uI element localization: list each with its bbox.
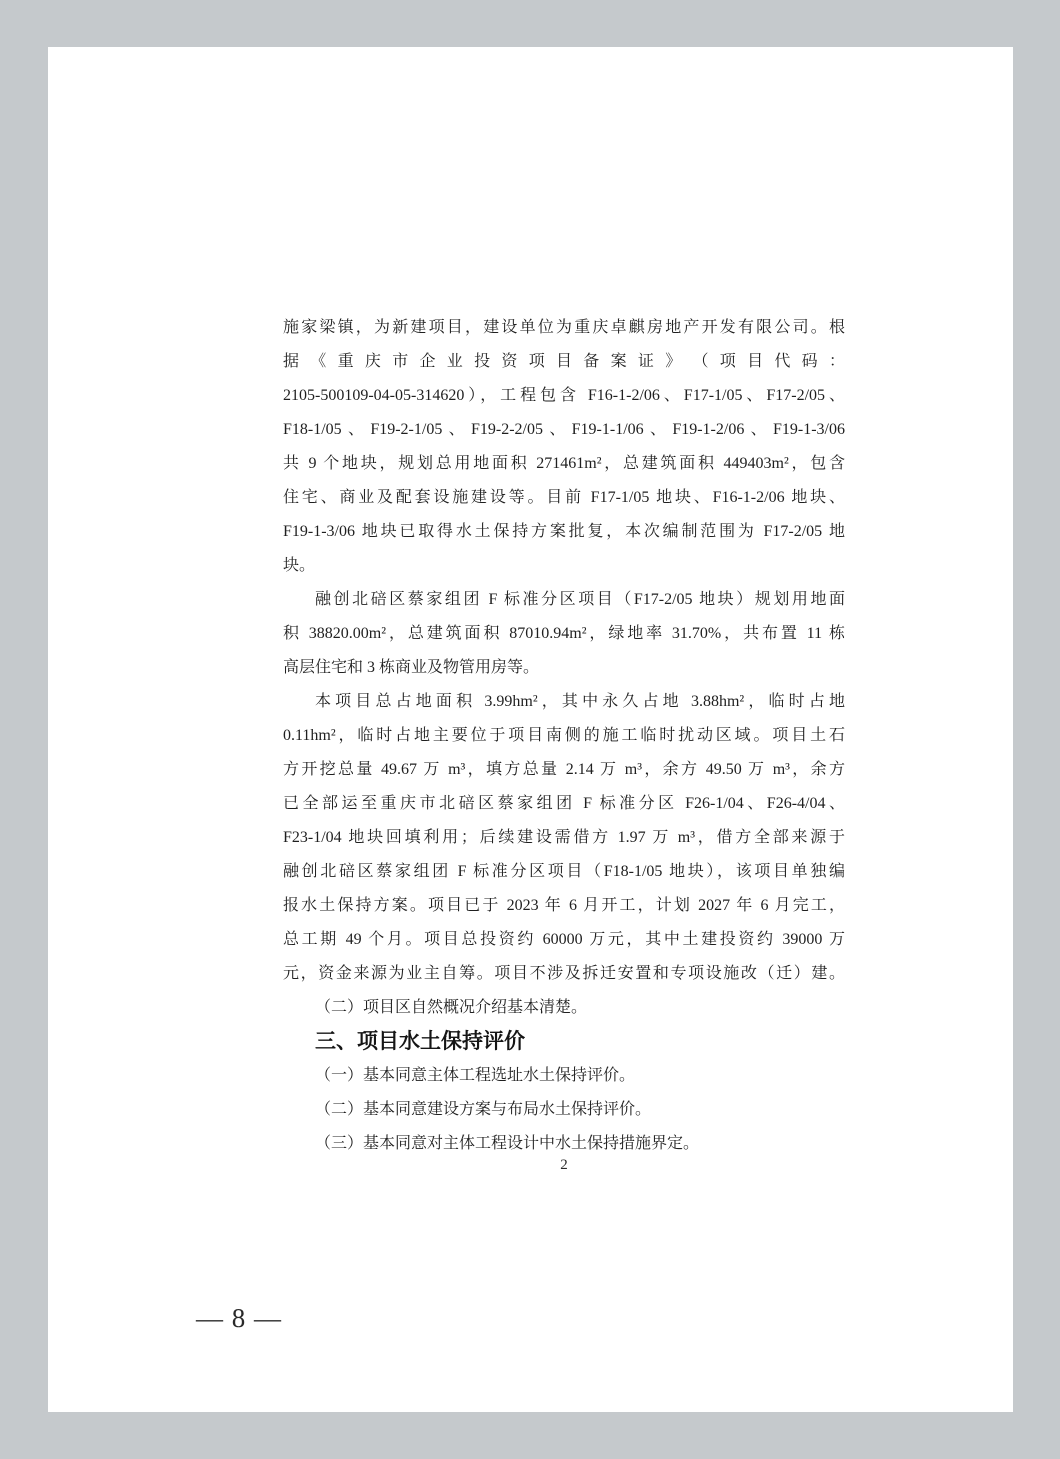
text-line: 本项目总占地面积 3.99hm²，其中永久占地 3.88hm²，临时占地 bbox=[315, 693, 845, 710]
text-line: 施家梁镇，为新建项目，建设单位为重庆卓麒房地产开发有限公司。根 bbox=[283, 319, 845, 336]
text-line: 0.11hm²，临时占地主要位于项目南侧的施工临时扰动区域。项目土石 bbox=[283, 727, 845, 744]
text-line: F19-1-3/06 地块已取得水土保持方案批复，本次编制范围为 F17-2/05 地 bbox=[283, 523, 845, 540]
text-line: F23-1/04 地块回填利用；后续建设需借方 1.97 万 m³，借方全部来源于 bbox=[283, 829, 845, 846]
text-line: 共 9 个地块，规划总用地面积 271461m²，总建筑面积 449403m²，包含 bbox=[283, 455, 845, 472]
text-line: 已全部运至重庆市北碚区蔡家组团 F 标准分区 F26-1/04、F26-4/04、 bbox=[283, 795, 845, 812]
paragraph-plot-f17-2-05-overview bbox=[283, 583, 845, 685]
text-line: 住宅、商业及配套设施建设等。目前 F17-1/05 地块、F16-1-2/06 地块、 bbox=[283, 489, 845, 506]
paragraph-project-overview-continued bbox=[283, 311, 845, 583]
text-line: 总工期 49 个月。项目总投资约 60000 万元，其中土建投资约 39000 万 bbox=[283, 931, 845, 948]
text-line: 块。 bbox=[283, 557, 316, 574]
text-line: 2105-500109-04-05-314620），工程包含 F16-1-2/06、F17-1/05、F17-2/05、 bbox=[283, 387, 845, 404]
inner-page-number: 2 bbox=[560, 1157, 568, 1173]
item-site-selection-evaluation bbox=[283, 1059, 845, 1093]
text-line: 方开挖总量 49.67 万 m³，填方总量 2.14 万 m³，余方 49.50 万 m³，余方 bbox=[283, 761, 845, 778]
text-line: 元，资金来源为业主自筹。项目不涉及拆迁安置和专项设施改（迁）建。 bbox=[283, 965, 845, 982]
document-page bbox=[48, 47, 1013, 1412]
text-line: 融创北碚区蔡家组团 F 标准分区项目（F18-1/05 地块），该项目单独编 bbox=[283, 863, 845, 880]
document-body bbox=[283, 311, 845, 1161]
text-line: 高层住宅和 3 栋商业及物管用房等。 bbox=[283, 659, 540, 676]
text-line: （一）基本同意主体工程选址水土保持评价。 bbox=[315, 1067, 636, 1084]
text-line: 积 38820.00m²，总建筑面积 87010.94m²，绿地率 31.70%，共布置 11 栋 bbox=[283, 625, 845, 642]
text-line: F18-1/05、F19-2-1/05、F19-2-2/05、F19-1-1/06、F19-1-2/06、F19-1-3/06 bbox=[283, 421, 845, 438]
text-line: 据 《 重 庆 市 企 业 投 资 项 目 备 案 证 》 （ 项 目 代 码 ： bbox=[283, 353, 845, 370]
item-construction-layout-evaluation bbox=[283, 1093, 845, 1127]
text-line: （二）项目区自然概况介绍基本清楚。 bbox=[315, 999, 588, 1016]
section-heading-evaluation bbox=[283, 1025, 845, 1059]
text-line: （二）基本同意建设方案与布局水土保持评价。 bbox=[315, 1101, 652, 1118]
footer-page-number: — 8 — bbox=[196, 1303, 282, 1333]
text-line: （三）基本同意对主体工程设计中水土保持措施界定。 bbox=[315, 1135, 700, 1152]
text-line: 报水土保持方案。项目已于 2023 年 6 月开工，计划 2027 年 6 月完工， bbox=[283, 897, 845, 914]
paragraph-land-occupation-earthworks bbox=[283, 685, 845, 991]
section-heading: 三、项目水土保持评价 bbox=[315, 1030, 525, 1053]
item-natural-overview bbox=[283, 991, 845, 1025]
text-line: 融创北碚区蔡家组团 F 标准分区项目（F17-2/05 地块）规划用地面 bbox=[315, 591, 845, 608]
